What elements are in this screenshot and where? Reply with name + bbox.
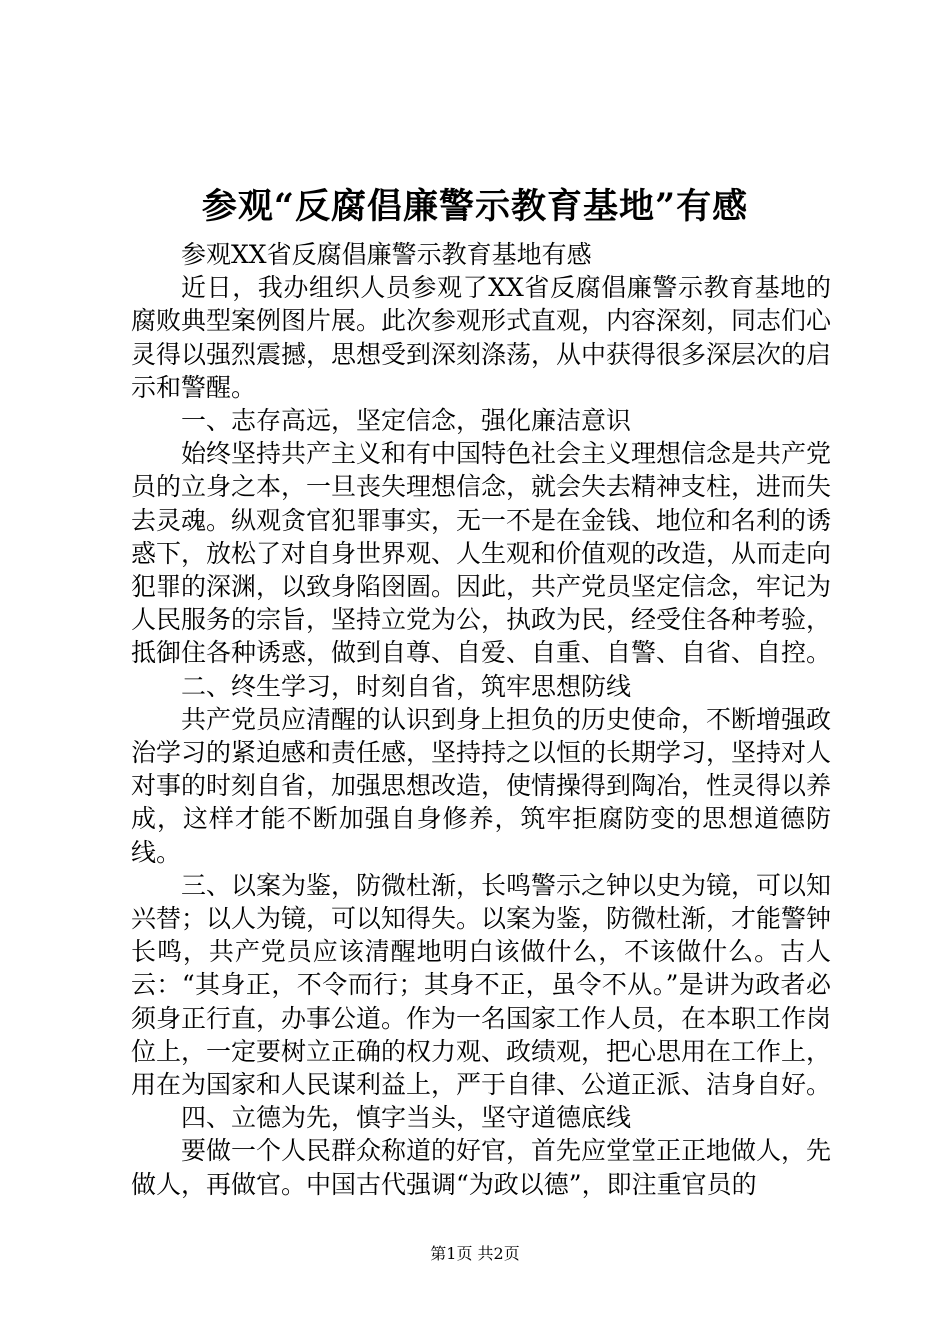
section-paragraph-3: 三、以案为鉴，防微杜渐，长鸣警示之钟以史为镜，可以知兴替；以人为镜，可以知得失。以案为鉴，防微杜渐，才能警钟长鸣，共产党员应该清醒地明白该做什么，不该做什么。古人云：“其身正，不令而行；其身不正，虽令不从。”是讲为政者必须身正行直，办事公道。作为一名国家工作人员，在本职工作岗位上，一定要树立正确的权力观、政绩观，把心思用在工作上，用在为国家和人民谋利益上，严于自律、公道正派、洁身自好。 [131,870,832,1100]
subtitle-paragraph: 参观XX省反腐倡廉警示教育基地有感 [181,240,592,269]
section-heading-2: 二、终生学习，时刻自省，筑牢思想防线 [181,671,632,701]
page-number-footer: 第1页 共2页 [430,1244,520,1263]
document-title: 参观“反腐倡廉警示教育基地”有感 [201,186,749,227]
intro-paragraph: 近日，我办组织人员参观了XX省反腐倡廉警示教育基地的腐败典型案例图片展。此次参观形式直观，内容深刻，同志们心灵得以强烈震撼，思想受到深刻涤荡，从中获得很多深层次的启示和警醒。 [131,273,832,402]
section-heading-4: 四、立德为先，慎字当头，坚守道德底线 [181,1103,632,1133]
section-heading-1: 一、志存高远，坚定信念，强化廉洁意识 [181,406,632,436]
document-body [131,238,831,1201]
section-paragraph-4: 要做一个人民群众称道的好官，首先应堂堂正正地做人，先做人，再做官。中国古代强调“为政以德”，即注重官员的 [131,1136,832,1199]
section-paragraph-1: 始终坚持共产主义和有中国特色社会主义理想信念是共产党员的立身之本，一旦丧失理想信念，就会失去精神支柱，进而失去灵魂。纵观贪官犯罪事实，无一不是在金钱、地位和名利的诱惑下，放松了对自身世界观、人生观和价值观的改造，从而走向犯罪的深渊，以致身陷囹圄。因此，共产党员坚定信念，牢记为人民服务的宗旨，坚持立党为公，执政为民，经受住各种考验，抵御住各种诱惑，做到自尊、自爱、自重、自警、自省、自控。 [131,439,832,668]
section-paragraph-2: 共产党员应清醒的认识到身上担负的历史使命，不断增强政治学习的紧迫感和责任感，坚持持之以恒的长期学习，坚持对人对事的时刻自省，加强思想改造，使情操得到陶冶，性灵得以养成，这样才能不断加强自身修养，筑牢拒腐防变的思想道德防线。 [131,704,832,867]
